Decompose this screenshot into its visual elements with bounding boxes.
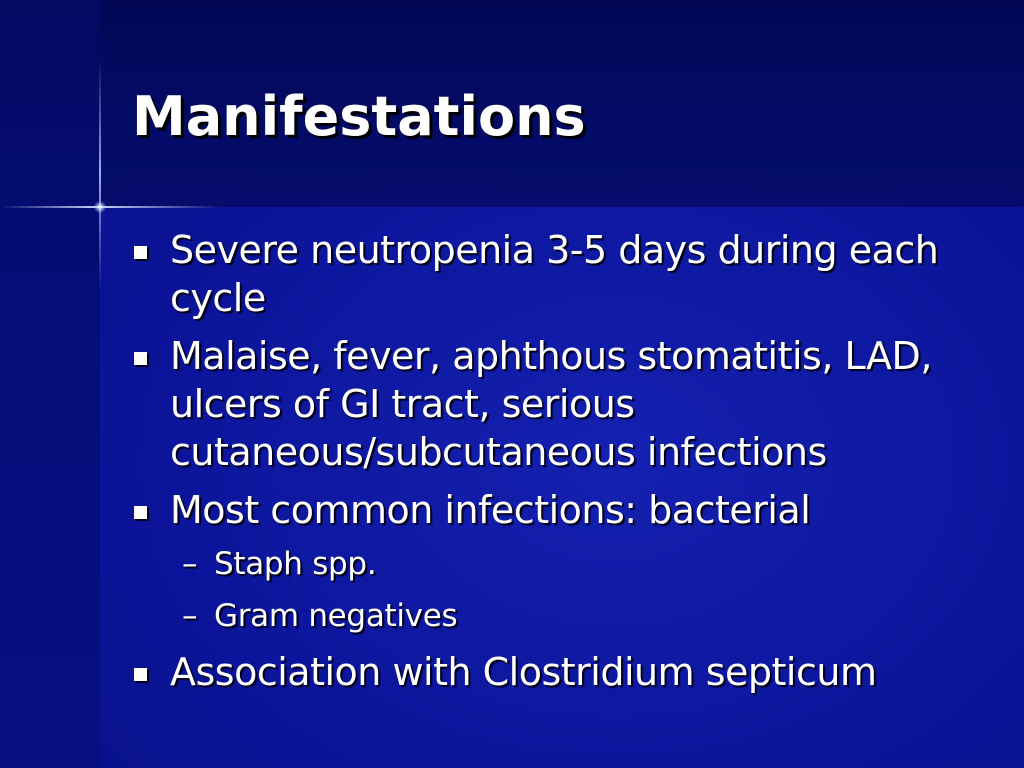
dash-bullet: – [182, 546, 198, 582]
bullet-item [132, 486, 1002, 534]
left-band [0, 0, 100, 768]
sparkle-vertical-ray [99, 60, 101, 290]
bullet-item [132, 226, 1002, 322]
bullet-list [132, 226, 1002, 706]
square-bullet-icon [134, 246, 147, 259]
sparkle-horizontal-ray [0, 206, 220, 208]
bullet-text: Association with Clostridium septicum [170, 650, 877, 694]
square-bullet-icon [134, 506, 147, 519]
bullet-item [132, 332, 1002, 476]
bullet-text: Malaise, fever, aphthous stomatitis, LAD, ulcers of GI tract, serious cutaneous/subcutaneous infections [170, 334, 932, 474]
square-bullet-icon [134, 668, 147, 681]
square-bullet-icon [134, 352, 147, 365]
sub-bullet-item [132, 544, 1002, 584]
slide-title: Manifestations [132, 85, 586, 148]
sparkle-decoration-icon [94, 201, 106, 213]
bullet-item [132, 648, 1002, 696]
sub-bullet-text: Staph spp. [214, 546, 377, 582]
sub-bullet-item [132, 596, 1002, 636]
bullet-text: Most common infections: bacterial [170, 488, 811, 532]
bullet-text: Severe neutropenia 3-5 days during each cycle [170, 228, 939, 320]
sub-bullet-text: Gram negatives [214, 598, 458, 634]
dash-bullet: – [182, 598, 198, 634]
